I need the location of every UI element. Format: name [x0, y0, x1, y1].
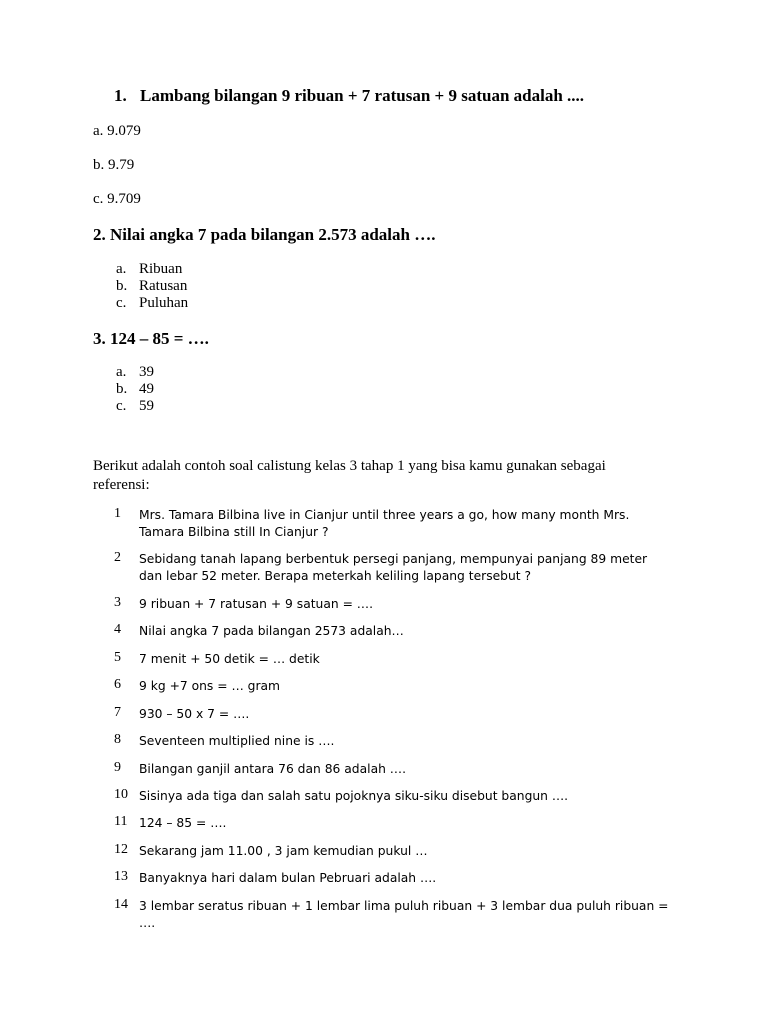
list-number: 11: [114, 814, 128, 829]
question-3-option-a: [116, 364, 154, 381]
question-1-option-b: b. 9.79: [93, 157, 135, 173]
question-2-option-a: [116, 261, 182, 278]
question-3-title: 3. 124 – 85 = ….: [93, 329, 209, 348]
question-1-text: Lambang bilangan 9 ribuan + 7 ratusan + 9 satuan adalah ....: [140, 86, 585, 105]
question-2-title: 2. Nilai angka 7 pada bilangan 2.573 adalah ….: [93, 225, 436, 244]
option-letter: b.: [116, 381, 128, 397]
list-text: Sebidang tanah lapang berbentuk persegi panjang, mempunyai panjang 89 meter dan lebar 52 meter. Berapa meterkah keliling lapang tersebut ?: [139, 552, 648, 583]
list-number: 1: [114, 506, 121, 521]
list-text: Sekarang jam 11.00 , 3 jam kemudian pukul …: [139, 844, 428, 858]
question-3-option-b: [116, 381, 154, 398]
option-letter: a.: [116, 364, 127, 380]
list-number: 3: [114, 595, 121, 610]
option-text: 59: [139, 398, 154, 414]
option-text: Puluhan: [139, 295, 189, 311]
list-text: 930 – 50 x 7 = ….: [139, 707, 250, 721]
list-number: 8: [114, 732, 121, 747]
question-2-option-b: [116, 278, 187, 295]
question-1-number: 1.: [114, 86, 127, 105]
list-number: 4: [114, 622, 121, 637]
list-text: 3 lembar seratus ribuan + 1 lembar lima puluh ribuan + 3 lembar dua puluh ribuan = ….: [139, 899, 669, 930]
question-2-option-c: [116, 295, 188, 312]
list-text: 7 menit + 50 detik = … detik: [139, 652, 320, 666]
list-number: 9: [114, 760, 121, 775]
list-text: Nilai angka 7 pada bilangan 2573 adalah…: [139, 624, 404, 638]
option-text: 49: [139, 381, 154, 397]
option-text: Ribuan: [139, 261, 183, 277]
list-number: 2: [114, 550, 121, 565]
list-text: Mrs. Tamara Bilbina live in Cianjur until three years a go, how many month Mrs. Tamara Bilbina still In Cianjur ?: [139, 508, 630, 539]
option-letter: c.: [116, 295, 127, 311]
intro-paragraph: Berikut adalah contoh soal calistung kelas 3 tahap 1 yang bisa kamu gunakan sebagai referensi:: [93, 458, 606, 493]
list-text: 9 kg +7 ons = … gram: [139, 679, 281, 693]
option-letter: a.: [116, 261, 127, 277]
list-number: 5: [114, 650, 121, 665]
question-1-option-a: a. 9.079: [93, 123, 141, 139]
list-number: 13: [114, 869, 128, 884]
list-number: 14: [114, 897, 128, 912]
option-text: Ratusan: [139, 278, 188, 294]
list-text: Sisinya ada tiga dan salah satu pojoknya siku-siku disebut bangun ….: [139, 789, 569, 803]
list-text: 9 ribuan + 7 ratusan + 9 satuan = ….: [139, 597, 373, 611]
list-number: 7: [114, 705, 121, 720]
list-number: 12: [114, 842, 128, 857]
option-letter: c.: [116, 398, 127, 414]
list-text: 124 – 85 = ….: [139, 816, 227, 830]
list-text: Banyaknya hari dalam bulan Pebruari adalah ….: [139, 871, 437, 885]
list-text: Seventeen multiplied nine is ….: [139, 734, 335, 748]
question-1-option-c: c. 9.709: [93, 191, 141, 207]
question-3-option-c: [116, 398, 154, 415]
question-1-title: [114, 86, 584, 106]
list-number: 10: [114, 787, 128, 802]
option-letter: b.: [116, 278, 128, 294]
option-text: 39: [139, 364, 154, 380]
list-text: Bilangan ganjil antara 76 dan 86 adalah ….: [139, 762, 407, 776]
list-number: 6: [114, 677, 121, 692]
